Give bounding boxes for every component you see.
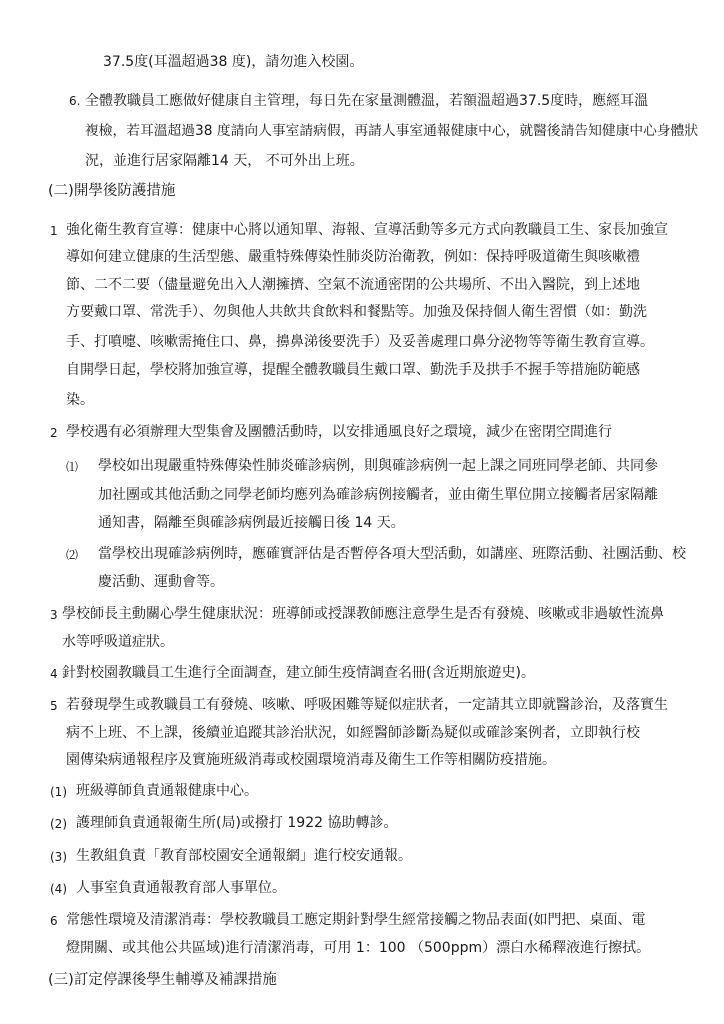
paragraph-line: 手、打噴嚏、咳嗽需掩住口、鼻，擤鼻涕後要洗手）及妥善處理口鼻分泌物等等衛生教育宣導。 [66, 334, 654, 350]
paragraph-line: 導如何建立健康的生活型態、嚴重特殊傳染性肺炎防治衛教，例如：保持呼吸道衛生與咳嗽禮 [66, 249, 640, 265]
paragraph-line: 生教組負責「教育部校園安全通報網」進行校安通報。 [76, 848, 412, 864]
paragraph-line: 常態性環境及清潔消毒：學校教職員工應定期針對學生經常接觸之物品表面(如門把、桌面、電 [66, 912, 646, 928]
list-number: 4 [50, 667, 58, 681]
list-number: (3) [50, 850, 67, 864]
paragraph-line: 通知書，隔離至與確診病例最近接觸日後 14 天。 [98, 515, 405, 531]
list-number: ⑵ [66, 548, 79, 562]
paragraph-line: 自開學日起，學校將加強宣導，提醒全體教職員生戴口罩、勤洗手及拱手不握手等措施防範感 [66, 362, 640, 378]
paragraph-line: 節、二不二要（儘量避免出入人潮擁擠、空氣不流通密閉的公共場所、不出入醫院，到上述地 [66, 277, 640, 293]
section-heading: (三)訂定停課後學生輔導及補課措施 [48, 972, 277, 988]
list-number: ⑴ [66, 460, 79, 474]
paragraph-line: 況，並進行居家隔離14 天， 不可外出上班。 [85, 153, 364, 169]
list-number: 6. [69, 94, 81, 108]
paragraph-line: 人事室負責通報教育部人事單位。 [76, 880, 286, 896]
paragraph-line: 37.5度(耳溫超過38 度)，請勿進入校園。 [103, 54, 364, 70]
paragraph-line: 強化衛生教育宣導：健康中心將以通知單、海報、宣導活動等多元方式向教職員工生、家長加強宣 [66, 222, 668, 238]
list-number: 2 [50, 426, 58, 440]
paragraph-line: 病不上班、不上課，後續並追蹤其診治狀況，如經醫師診斷為疑似或確診案例者，立即執行校 [66, 725, 640, 741]
list-number: (1) [50, 785, 67, 799]
section-heading: (二)開學後防護措施 [48, 183, 176, 199]
paragraph-line: 燈開關、或其他公共區域)進行清潔消毒，可用 1：100 （500ppm）漂白水稀釋液進行擦拭。 [66, 940, 651, 956]
paragraph-line: 當學校出現確診病例時，應確實評估是否暫停各項大型活動，如講座、班際活動、社團活動、校 [98, 546, 686, 562]
paragraph-line: 慶活動、運動會等。 [98, 574, 224, 590]
paragraph-line: 染。 [66, 392, 94, 408]
paragraph-line: 全體教職員工應做好健康自主管理，每日先在家量測體溫，若額溫超過37.5度時，應經耳溫 [85, 93, 649, 109]
paragraph-line: 學校如出現嚴重特殊傳染性肺炎確診病例，則與確診病例一起上課之同班同學老師、共同參 [98, 458, 658, 474]
list-number: 3 [50, 608, 58, 622]
paragraph-line: 園傳染病通報程序及實施班級消毒或校園環境消毒及衛生工作等相關防疫措施。 [66, 752, 556, 768]
paragraph-line: 學校遇有必須辦理大型集會及團體活動時，以安排通風良好之環境，減少在密閉空間進行 [66, 424, 612, 440]
list-number: 5 [50, 699, 58, 713]
list-number: (4) [50, 882, 67, 896]
paragraph-line: 班級導師負責通報健康中心。 [76, 783, 258, 799]
paragraph-line: 護理師負責通報衛生所(局)或撥打 1922 協助轉診。 [76, 815, 398, 831]
paragraph-line: 若發現學生或教職員工有發燒、咳嗽、呼吸困難等疑似症狀者，一定請其立即就醫診治，及落實生 [66, 697, 668, 713]
paragraph-line: 水等呼吸道症狀。 [62, 634, 174, 650]
list-number: 6 [50, 914, 58, 928]
paragraph-line: 方要戴口罩、常洗手）、勿與他人共飲共食飲料和餐點等。加強及保持個人衛生習慣（如：勤洗 [66, 304, 647, 320]
list-number: 1 [50, 224, 58, 238]
paragraph-line: 學校師長主動關心學生健康狀況：班導師或授課教師應注意學生是否有發燒、咳嗽或非過敏性流鼻 [62, 606, 664, 622]
paragraph-line: 複檢，若耳溫超過38 度請向人事室請病假，再請人事室通報健康中心，就醫後請告知健康中心身體狀 [85, 123, 699, 139]
list-number: (2) [50, 817, 67, 831]
paragraph-line: 加社團或其他活動之同學老師均應列為確診病例接觸者，並由衛生單位開立接觸者居家隔離 [98, 487, 658, 503]
paragraph-line: 針對校園教職員工生進行全面調查，建立師生疫情調查名冊(含近期旅遊史)。 [62, 665, 535, 681]
